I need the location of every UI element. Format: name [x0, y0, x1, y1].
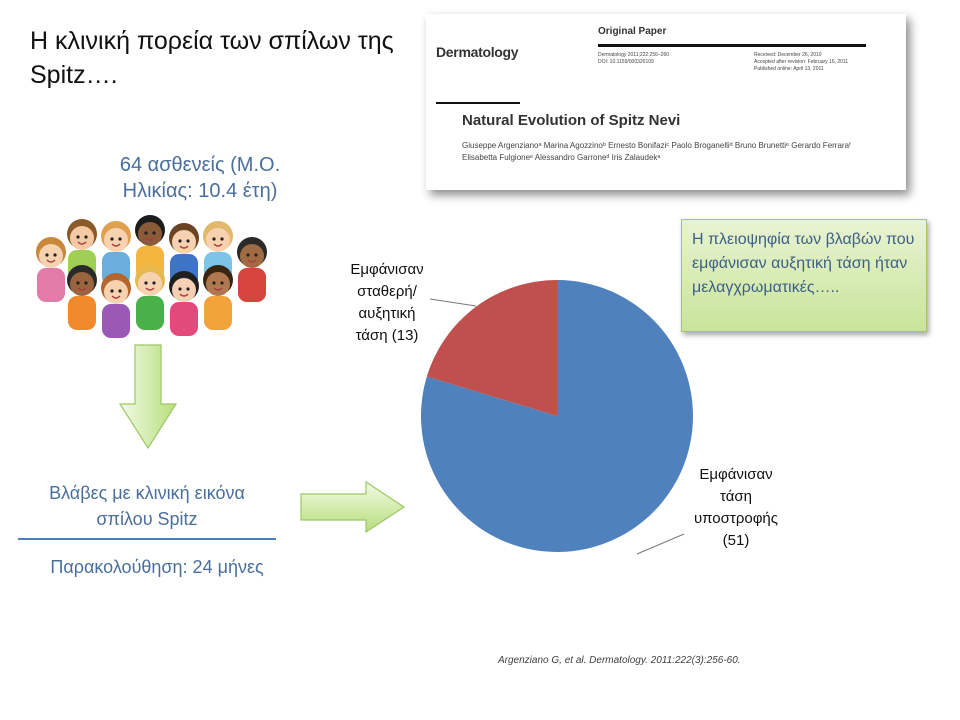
- citation-text: Argenziano G, et al. Dermatology. 2011:222(3):256-60.: [498, 655, 741, 666]
- slide-title: Η κλινική πορεία των σπίλων της Spitz….: [30, 27, 394, 89]
- paper-excerpt: [426, 14, 906, 190]
- paper-title: Natural Evolution of Spitz Nevi: [462, 112, 681, 129]
- paper-header-label: Original Paper: [598, 26, 667, 37]
- person-figure: [169, 271, 199, 336]
- followup-duration: Παρακολούθηση: 24 μήνες: [50, 557, 264, 577]
- paper-received: Received: December 26, 2010: [754, 52, 822, 58]
- callout-box: [681, 219, 927, 332]
- callout-text: Η πλειοψηφία των βλαβών που εμφάνισαν αυξητική τάση ήταν μελαγχρωματικές…..: [692, 231, 915, 296]
- people-group-illustration: [26, 210, 271, 340]
- person-figure: [135, 265, 165, 330]
- paper-accepted: Accepted after revision: February 16, 2011: [754, 59, 849, 65]
- paper-section-rule: [436, 102, 520, 104]
- paper-doi: DOI: 10.1159/000326109: [598, 59, 654, 65]
- paper-header-rule: [598, 44, 866, 47]
- pie-leader-line-1: [637, 534, 684, 554]
- paper-dates: [754, 52, 874, 73]
- paper-authors: Giuseppe Argenzianoᵃ Marina Agozzinoᵇ Ernesto Bonifaziᶜ Paolo Broganelliᵈ Bruno Brunettiᵉ Gerardo Ferraraᶠ Elisabetta Fulgioneᵉ Alessandro Garroneᵈ Iris Zalaudekᵃ: [462, 141, 851, 162]
- paper-citation-info: [598, 52, 748, 66]
- person-figure: [36, 237, 66, 302]
- paper-published: Published online: April 13, 2011: [754, 66, 824, 72]
- pie-label-1: Εμφάνισαν τάση υποστροφής (51): [693, 466, 779, 549]
- patients-summary: 64 ασθενείς (Μ.Ο. Ηλικίας: 10.4 έτη): [119, 154, 281, 202]
- lesions-description: Βλάβες με κλινική εικόνα σπίλου Spitz: [49, 483, 245, 529]
- pie-label-2: Εμφάνισαν σταθερή/ αυξητική τάση (13): [350, 261, 424, 344]
- person-figure: [101, 273, 131, 338]
- person-figure: [67, 265, 97, 330]
- pie-leader-line-2: [430, 299, 476, 306]
- person-figure: [203, 265, 233, 330]
- journal-name: Dermatology: [436, 44, 519, 60]
- divider-line: [18, 538, 276, 540]
- paper-citation-line: Dermatology 2011;222:256–260: [598, 52, 670, 58]
- down-arrow-icon: [118, 344, 178, 450]
- person-figure: [237, 237, 267, 302]
